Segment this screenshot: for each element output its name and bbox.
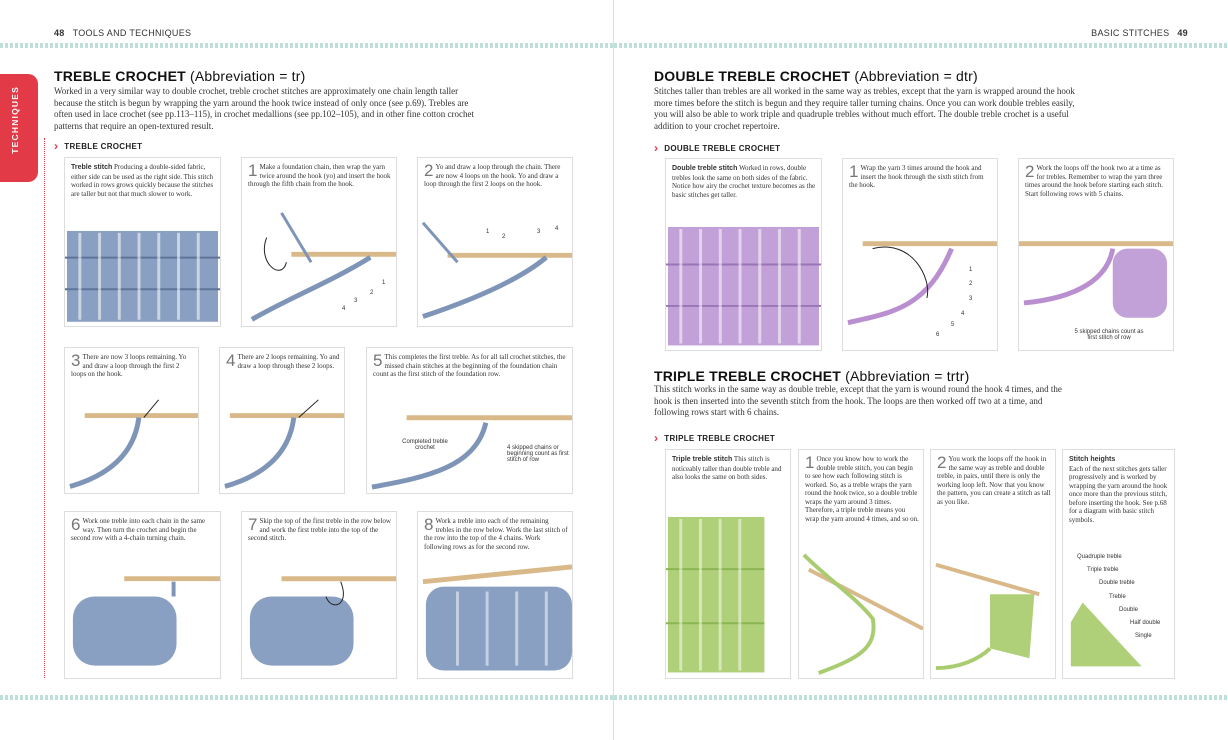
trtr-step-2-panel: 2 You work the loops off the hook in the same way as treble and double treble, in pairs, until there is only the working loop left. Now that you know the pattern, you can create a stitch as tall as you like. xyxy=(930,449,1056,679)
step-2-panel: 2 Yo and draw a loop through the chain. There are now 4 loops on the hook. Yo and draw a loop through the first 2 loops on the hook. 1 2 3 4 xyxy=(417,157,573,327)
treble-title: TREBLE CROCHET (Abbreviation = tr) xyxy=(54,68,306,84)
step-1-panel: 1 Make a foundation chain, then wrap the yarn twice around the hook (yo) and insert the hook through the fifth chain from the hook. 1 2 3 4 xyxy=(241,157,397,327)
trtr-title: TRIPLE TREBLE CROCHET (Abbreviation = trtr) xyxy=(654,368,970,384)
step-8-illustration xyxy=(418,557,572,678)
step-6-illustration xyxy=(65,557,220,678)
treble-swatch-panel: Treble stitch Producing a double-sided fabric, either side can be used as the right side. This stitch worked in rows grows quickly because the stitches are taller but not that much slower to work. xyxy=(64,157,221,327)
dtr-skipped-label: 5 skipped chains count as first stitch of row xyxy=(1074,329,1144,341)
dtr-label-1: 1 xyxy=(969,267,973,273)
dtr-label-6: 6 xyxy=(936,332,940,338)
dtr-label-4: 4 xyxy=(961,311,965,317)
step-4-illustration xyxy=(220,388,344,493)
height-label-single: Single xyxy=(1135,633,1152,639)
trtr-swatch-panel: Triple treble stitch This stitch is noticeably taller than double treble and also looks the same on both sides. xyxy=(665,449,791,679)
dtr-intro: Stitches taller than trebles are all worked in the same way as trebles, except that the yarn is wrapped around the hook more times before the stitch is begun and they require taller turning chains. Once you can work double trebles easily, you will also be able to work triple and quadruple trebles without much effort. The double treble crochet is a useful addition to your crochet repertoire. xyxy=(654,86,1075,131)
step1-label-2: 2 xyxy=(370,290,374,296)
dtr-swatch-panel: Double treble stitch Worked in rows, double trebles look the same on both sides of the fabric. Notice how airy the crochet texture becomes as the basic stitches get taller. xyxy=(665,158,822,351)
dtr-step-1-illustration xyxy=(843,219,997,350)
running-head-left: 48 TOOLS AND TECHNIQUES xyxy=(54,28,192,38)
step-2-illustration xyxy=(418,203,572,326)
bottom-stripe-right xyxy=(614,695,1228,700)
step-1-illustration xyxy=(242,203,396,326)
top-stripe xyxy=(0,43,613,48)
stitch-heights-illustration xyxy=(1063,578,1174,676)
completed-treble-label: Completed treble crochet xyxy=(402,439,448,451)
height-label-double: Double xyxy=(1119,607,1139,613)
section-tab[interactable]: TECHNIQUES xyxy=(0,74,38,182)
step2-label-2: 2 xyxy=(502,234,506,240)
dtr-label-3: 3 xyxy=(969,296,973,302)
height-label-triple: Triple treble xyxy=(1087,567,1119,573)
blue-swatch-image xyxy=(65,228,220,327)
dtr-subhead: › DOUBLE TREBLE CROCHET xyxy=(654,140,780,154)
step-4-panel: 4 There are 2 loops remaining. Yo and draw a loop through these 2 loops. xyxy=(219,347,345,494)
stitch-heights-panel: Stitch heights Each of the next stitches gets taller progressively and is worked by wrapping the yarn around the hook once more than the previous stitch, before inserting the hook. See p.68 for a diagram with basic stitch symbols. Quadruple treble Triple treble Double treble Treble Double Half double Single xyxy=(1062,449,1175,679)
height-label-double-treble: Double treble xyxy=(1099,580,1135,586)
step-8-panel: 8 Work a treble into each of the remaining trebles in the row below. Work the last stitch of the row into the top of the 4 chains. Work following rows as for the second row. xyxy=(417,511,573,679)
trtr-subhead: › TRIPLE TREBLE CROCHET xyxy=(654,430,775,444)
trtr-intro: This stitch works in the same way as double treble, except that the yarn is wound round the hook 4 times, and the hook is then inserted into the seventh stitch from the hook. The loops are then worked off two at a time, and following rows start with 6 chains. xyxy=(654,384,1062,417)
trtr-step-1-illustration xyxy=(799,550,923,678)
trtr-step-1-panel: 1 Once you know how to work the double treble stitch, you can begin to see how each following stitch is worked. So, as a treble wraps the yarn round the hook twice, so a double treble wraps the yarn around 3 times. Therefore, a triple treble means you wrap the yarn around 4 times, and so on. xyxy=(798,449,924,679)
dtr-title: DOUBLE TREBLE CROCHET (Abbreviation = dtr) xyxy=(654,68,978,84)
right-page xyxy=(614,0,1228,740)
trtr-step-2-illustration xyxy=(931,550,1055,678)
bottom-stripe xyxy=(0,695,613,700)
green-swatch-image xyxy=(666,515,790,677)
height-label-half-double: Half double xyxy=(1130,620,1161,626)
treble-subhead: › TREBLE CROCHET xyxy=(54,138,142,152)
step1-label-4: 4 xyxy=(342,306,346,312)
dtr-step-1-panel: 1 Wrap the yarn 3 times around the hook and insert the hook through the sixth stitch from the hook. 1 2 3 4 5 6 xyxy=(842,158,998,351)
running-head-right: BASIC STITCHES 49 xyxy=(1091,28,1188,38)
step-6-panel: 6 Work one treble into each chain in the same way. Then turn the crochet and begin the second row with a 4-chain turning chain. xyxy=(64,511,221,679)
top-stripe-right xyxy=(614,43,1228,48)
dtr-label-5: 5 xyxy=(951,322,955,328)
height-label-treble: Treble xyxy=(1109,594,1126,600)
step-5-panel: 5 This completes the first treble. As for all tall crochet stitches, the missed chain stitches at the beginning of the foundation chain count as the first stitch of the foundation row. Completed treble crochet 4 skipped chains or beginning count as first stitch of row xyxy=(366,347,573,494)
step-7-illustration xyxy=(242,557,396,678)
step1-label-1: 1 xyxy=(382,280,386,286)
step-7-panel: 7 Skip the top of the first treble in the row below and work the first treble into the top of the second stitch. xyxy=(241,511,397,679)
dtr-step-2-panel: 2 Work the loops off the hook two at a time as for trebles. Remember to wrap the yarn three times around the hook before starting each stitch. Start following rows with 5 chains. 5 skipped chains count as first stitch of row xyxy=(1018,158,1174,351)
dtr-label-2: 2 xyxy=(969,281,973,287)
step-3-illustration xyxy=(65,388,198,493)
purple-swatch-image xyxy=(666,225,821,350)
step2-label-1: 1 xyxy=(486,229,490,235)
step-3-panel: 3 There are now 3 loops remaining. Yo and draw a loop through the first 2 loops on the hook. xyxy=(64,347,199,494)
dotted-rule xyxy=(44,138,45,678)
treble-intro: Worked in a very similar way to double crochet, treble crochet stitches are approximately one chain length taller because the stitch is begun by wrapping the yarn around the hook twice instead of only once (see p.69). Trebles are often used in lace crochet (see pp.113–115), in crochet medallions (see pp.102–105), and in other fine cotton crochet patterns that require an open-textured result. xyxy=(54,86,474,131)
step1-label-3: 3 xyxy=(354,298,358,304)
step2-label-4: 4 xyxy=(555,226,559,232)
step2-label-3: 3 xyxy=(537,229,541,235)
skipped-chains-label: 4 skipped chains or beginning count as first stitch of row xyxy=(507,445,569,463)
height-label-quadruple: Quadruple treble xyxy=(1077,554,1122,560)
